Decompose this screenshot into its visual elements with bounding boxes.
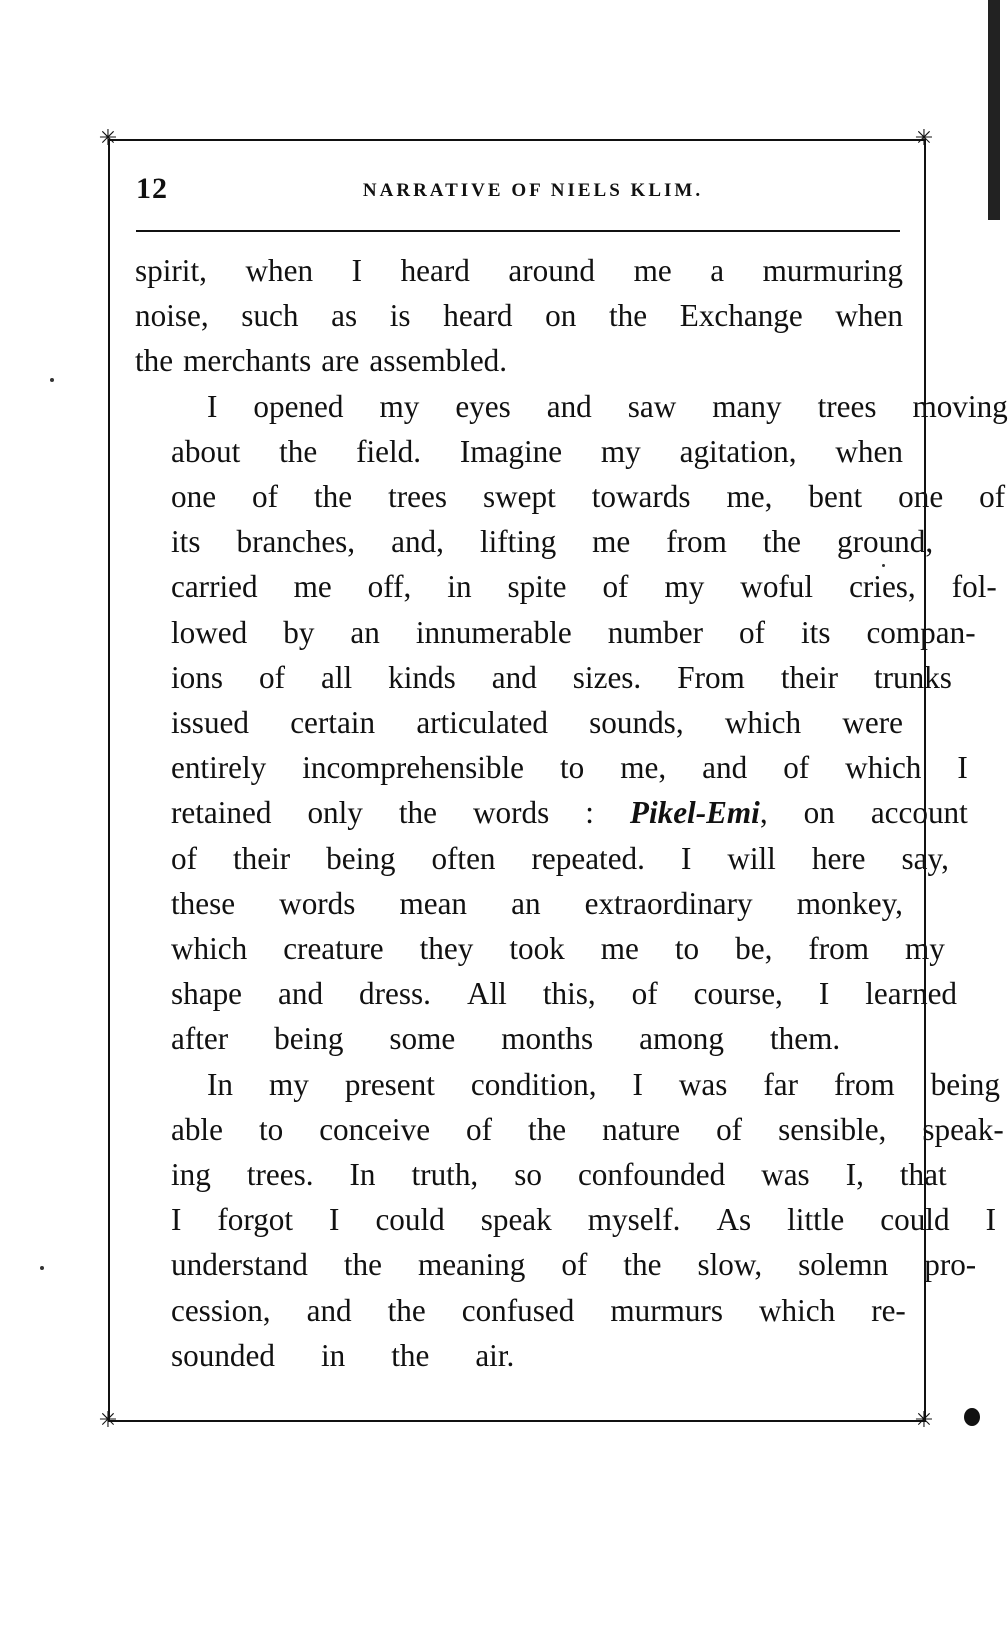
corner-ornament-icon: ✳ bbox=[98, 125, 118, 150]
word: me bbox=[600, 931, 639, 967]
word: nature bbox=[602, 1111, 681, 1147]
word: the bbox=[609, 298, 648, 334]
word: lowed bbox=[171, 614, 248, 650]
word: solemn bbox=[798, 1247, 889, 1283]
word: All bbox=[466, 976, 507, 1012]
word: course, bbox=[693, 976, 783, 1012]
word: confounded bbox=[577, 1157, 726, 1193]
word: entirely bbox=[171, 750, 267, 786]
word: agitation, bbox=[679, 433, 797, 469]
corner-ornament-icon: ✳ bbox=[914, 125, 934, 150]
word: when bbox=[245, 253, 314, 288]
word: I bbox=[818, 976, 830, 1012]
word: slow, bbox=[697, 1247, 763, 1283]
word: little bbox=[787, 1202, 845, 1238]
ink-blot bbox=[964, 1408, 980, 1426]
corner-ornament-icon: ✳ bbox=[98, 1407, 118, 1432]
word: their bbox=[780, 659, 838, 695]
word: to bbox=[258, 1111, 284, 1147]
text-line bbox=[135, 429, 903, 474]
word: of bbox=[739, 614, 765, 650]
word: so bbox=[514, 1157, 542, 1193]
text-line bbox=[135, 1197, 996, 1242]
word: of bbox=[631, 976, 658, 1012]
word: could bbox=[375, 1202, 445, 1238]
word: off, bbox=[367, 569, 412, 605]
word: are bbox=[321, 343, 360, 379]
word: learned bbox=[865, 976, 958, 1012]
word: I, bbox=[845, 1157, 864, 1193]
word: from bbox=[834, 1066, 895, 1102]
word: murmuring bbox=[762, 253, 903, 288]
word: the bbox=[314, 479, 353, 515]
word: spite bbox=[507, 569, 567, 605]
word: my bbox=[664, 569, 705, 605]
text-line bbox=[135, 338, 903, 383]
word: conceive bbox=[319, 1111, 431, 1147]
word: as bbox=[331, 298, 358, 334]
text-line bbox=[135, 564, 997, 609]
word: from bbox=[666, 524, 727, 560]
word: towards bbox=[591, 479, 691, 515]
text-line bbox=[135, 248, 903, 293]
text-line bbox=[135, 1242, 977, 1287]
word: heard bbox=[443, 298, 513, 334]
word: merchants bbox=[183, 343, 312, 379]
word: this, bbox=[542, 976, 596, 1012]
word: I bbox=[985, 1202, 996, 1238]
word: confused bbox=[461, 1292, 575, 1328]
word: my bbox=[268, 1066, 309, 1102]
word: moving bbox=[912, 388, 1008, 424]
word: which bbox=[171, 931, 248, 967]
word: that bbox=[899, 1157, 947, 1193]
word: its bbox=[171, 524, 201, 560]
word: of bbox=[716, 1111, 743, 1147]
word: I bbox=[171, 1202, 182, 1238]
word: I bbox=[632, 1066, 643, 1102]
text-line bbox=[135, 610, 976, 655]
word: I bbox=[207, 388, 218, 424]
word: Imagine bbox=[459, 433, 563, 469]
word: speak bbox=[480, 1202, 552, 1238]
text-line bbox=[135, 836, 949, 881]
word: only bbox=[307, 795, 363, 831]
word: re- bbox=[871, 1292, 906, 1328]
word: woful bbox=[740, 569, 814, 605]
text-line bbox=[135, 384, 1008, 429]
word: words bbox=[473, 795, 550, 831]
word: swept bbox=[483, 479, 556, 515]
word: creature bbox=[283, 931, 384, 967]
word: the bbox=[343, 1247, 382, 1283]
word: say, bbox=[901, 840, 949, 876]
word: From bbox=[677, 659, 745, 695]
word: of bbox=[466, 1111, 493, 1147]
word: to bbox=[559, 750, 585, 786]
word: I bbox=[351, 253, 362, 288]
word: number bbox=[607, 614, 704, 650]
word: understand bbox=[171, 1247, 308, 1283]
word: being bbox=[326, 840, 396, 876]
word: compan- bbox=[866, 614, 976, 650]
word: to bbox=[674, 931, 700, 967]
word: me bbox=[592, 524, 631, 560]
word: could bbox=[880, 1202, 950, 1238]
word: and bbox=[546, 388, 592, 424]
word: cession, bbox=[171, 1292, 271, 1328]
running-head: NARRATIVE OF NIELS KLIM. bbox=[362, 180, 704, 201]
word: sizes. bbox=[572, 659, 642, 695]
text-line bbox=[135, 1333, 903, 1378]
word: here bbox=[811, 840, 866, 876]
bottom-border-rule bbox=[108, 1420, 924, 1422]
word: an bbox=[511, 885, 541, 921]
text-line bbox=[135, 1288, 906, 1333]
word: articulated bbox=[416, 705, 548, 741]
word: speak- bbox=[922, 1111, 1004, 1147]
text-line bbox=[135, 1107, 1004, 1152]
text-line bbox=[135, 971, 958, 1016]
word: shape bbox=[171, 976, 243, 1012]
word: lifting bbox=[479, 524, 557, 560]
word: one bbox=[898, 479, 944, 515]
word: me, bbox=[726, 479, 773, 515]
word: opened bbox=[253, 388, 344, 424]
page-header bbox=[136, 172, 900, 212]
word: from bbox=[808, 931, 870, 967]
word: monkey, bbox=[796, 885, 903, 921]
word: the bbox=[279, 433, 318, 469]
word: me, bbox=[620, 750, 667, 786]
word: they bbox=[419, 931, 474, 967]
word: cries, bbox=[849, 569, 916, 605]
word: by bbox=[283, 614, 315, 650]
word: able bbox=[171, 1111, 223, 1147]
word: In bbox=[207, 1066, 233, 1102]
text-line bbox=[135, 745, 968, 790]
text-line bbox=[135, 519, 934, 564]
word: was bbox=[761, 1157, 810, 1193]
word: field. bbox=[356, 433, 422, 469]
word: of bbox=[561, 1247, 588, 1283]
word: repeated. bbox=[531, 840, 645, 876]
word: trunks bbox=[873, 659, 952, 695]
word: carried bbox=[171, 569, 258, 605]
text-line bbox=[135, 1016, 903, 1061]
word: being bbox=[274, 1021, 344, 1057]
word: Exchange bbox=[679, 298, 803, 334]
word: which bbox=[845, 750, 922, 786]
word: around bbox=[508, 253, 595, 288]
word: branches, bbox=[236, 524, 356, 560]
word: mean bbox=[399, 885, 468, 921]
text-line bbox=[135, 293, 903, 338]
top-border-rule bbox=[108, 139, 924, 141]
word: the bbox=[135, 343, 174, 379]
word: sounded bbox=[171, 1337, 275, 1373]
word: me bbox=[633, 253, 672, 288]
word: me bbox=[293, 569, 332, 605]
text-line bbox=[135, 474, 1006, 519]
book-spine-edge bbox=[988, 0, 1000, 220]
corner-ornament-icon: ✳ bbox=[914, 1407, 934, 1432]
word: some bbox=[389, 1021, 456, 1057]
word: of bbox=[171, 840, 197, 876]
word: in bbox=[447, 569, 472, 605]
word: trees bbox=[388, 479, 447, 515]
word: As bbox=[716, 1202, 752, 1238]
word: words bbox=[279, 885, 356, 921]
word: when bbox=[835, 433, 903, 469]
word: of bbox=[252, 479, 279, 515]
word: air. bbox=[475, 1337, 515, 1373]
word: the bbox=[391, 1337, 430, 1373]
word: in bbox=[320, 1337, 346, 1373]
word: incomprehensible bbox=[302, 750, 524, 786]
text-line bbox=[135, 881, 903, 926]
word: months bbox=[501, 1021, 594, 1057]
word: I bbox=[680, 840, 692, 876]
word: a bbox=[710, 253, 725, 288]
word: about bbox=[171, 433, 241, 469]
text-line bbox=[135, 1152, 947, 1197]
word: dress. bbox=[359, 976, 431, 1012]
word: is bbox=[389, 298, 411, 334]
word: was bbox=[678, 1066, 728, 1102]
dust-speck bbox=[50, 378, 54, 382]
word: which bbox=[758, 1292, 836, 1328]
word: I bbox=[329, 1202, 340, 1238]
word: of bbox=[979, 479, 1006, 515]
word: such bbox=[241, 298, 299, 334]
word: all bbox=[320, 659, 353, 695]
word: sounds, bbox=[589, 705, 684, 741]
word: my bbox=[600, 433, 641, 469]
word: In bbox=[349, 1157, 376, 1193]
word: and bbox=[702, 750, 748, 786]
word: ions bbox=[171, 659, 223, 695]
word: the bbox=[762, 524, 802, 560]
page-number: 12 bbox=[136, 172, 168, 205]
word: my bbox=[905, 931, 945, 967]
word: many bbox=[712, 388, 782, 424]
word: pro- bbox=[924, 1247, 977, 1283]
word: and bbox=[278, 976, 324, 1012]
word: sensible, bbox=[778, 1111, 887, 1147]
text-line bbox=[135, 926, 945, 971]
word: one bbox=[171, 479, 217, 515]
word: of bbox=[259, 659, 285, 695]
word: extraordinary bbox=[584, 885, 753, 921]
word: bent bbox=[808, 479, 863, 515]
text-line bbox=[135, 655, 952, 700]
word: trees. bbox=[246, 1157, 314, 1193]
word: its bbox=[801, 614, 831, 650]
word: saw bbox=[627, 388, 677, 424]
word: issued bbox=[171, 705, 249, 741]
body-text bbox=[135, 248, 1008, 1378]
word: ing bbox=[171, 1157, 211, 1193]
word: being bbox=[930, 1066, 1000, 1102]
word: the bbox=[387, 1292, 426, 1328]
word: the bbox=[398, 795, 437, 831]
word: among bbox=[639, 1021, 724, 1057]
word: be, bbox=[735, 931, 773, 967]
word: were bbox=[842, 705, 903, 741]
word: myself. bbox=[587, 1202, 681, 1238]
text-line bbox=[135, 700, 903, 745]
word: of bbox=[783, 750, 810, 786]
emphasized-phrase: Pikel-Emi, bbox=[629, 795, 768, 831]
word: of bbox=[602, 569, 629, 605]
word: took bbox=[509, 931, 565, 967]
word: condition, bbox=[470, 1066, 597, 1102]
word: and, bbox=[391, 524, 444, 560]
word: heard bbox=[400, 253, 470, 288]
word: these bbox=[171, 885, 236, 921]
word: will bbox=[727, 840, 776, 876]
word: innumerable bbox=[415, 614, 572, 650]
word: my bbox=[379, 388, 420, 424]
word: : bbox=[585, 795, 594, 831]
dust-speck bbox=[40, 1266, 44, 1270]
word: certain bbox=[290, 705, 376, 741]
word: often bbox=[431, 840, 496, 876]
word: present bbox=[344, 1066, 435, 1102]
word: and bbox=[306, 1292, 352, 1328]
word: when bbox=[835, 298, 903, 334]
header-rule bbox=[136, 230, 900, 232]
text-line bbox=[135, 790, 968, 835]
word: on bbox=[545, 298, 577, 334]
word: and bbox=[491, 659, 537, 695]
paragraph bbox=[135, 1062, 1004, 1378]
word: the bbox=[528, 1111, 567, 1147]
word: on bbox=[803, 795, 835, 831]
word: meaning bbox=[417, 1247, 526, 1283]
word: account bbox=[870, 795, 968, 831]
word: truth, bbox=[411, 1157, 479, 1193]
word: forgot bbox=[217, 1202, 294, 1238]
word: retained bbox=[171, 795, 272, 831]
word: noise, bbox=[135, 298, 209, 334]
word: ground, bbox=[837, 524, 934, 560]
word: the bbox=[623, 1247, 662, 1283]
word: kinds bbox=[388, 659, 456, 695]
word: trees bbox=[817, 388, 877, 424]
word: I bbox=[957, 750, 968, 786]
word: them. bbox=[770, 1021, 841, 1057]
word: fol- bbox=[951, 569, 997, 605]
word: murmurs bbox=[610, 1292, 723, 1328]
word: far bbox=[763, 1066, 799, 1102]
text-line bbox=[135, 1062, 1000, 1107]
word: their bbox=[232, 840, 291, 876]
word: an bbox=[350, 614, 380, 650]
word: which bbox=[724, 705, 802, 741]
paragraph bbox=[135, 248, 903, 384]
paragraph bbox=[135, 384, 1008, 1062]
word: spirit, bbox=[135, 253, 207, 288]
word: eyes bbox=[455, 388, 511, 424]
word: after bbox=[171, 1021, 229, 1057]
word: assembled. bbox=[369, 343, 508, 379]
